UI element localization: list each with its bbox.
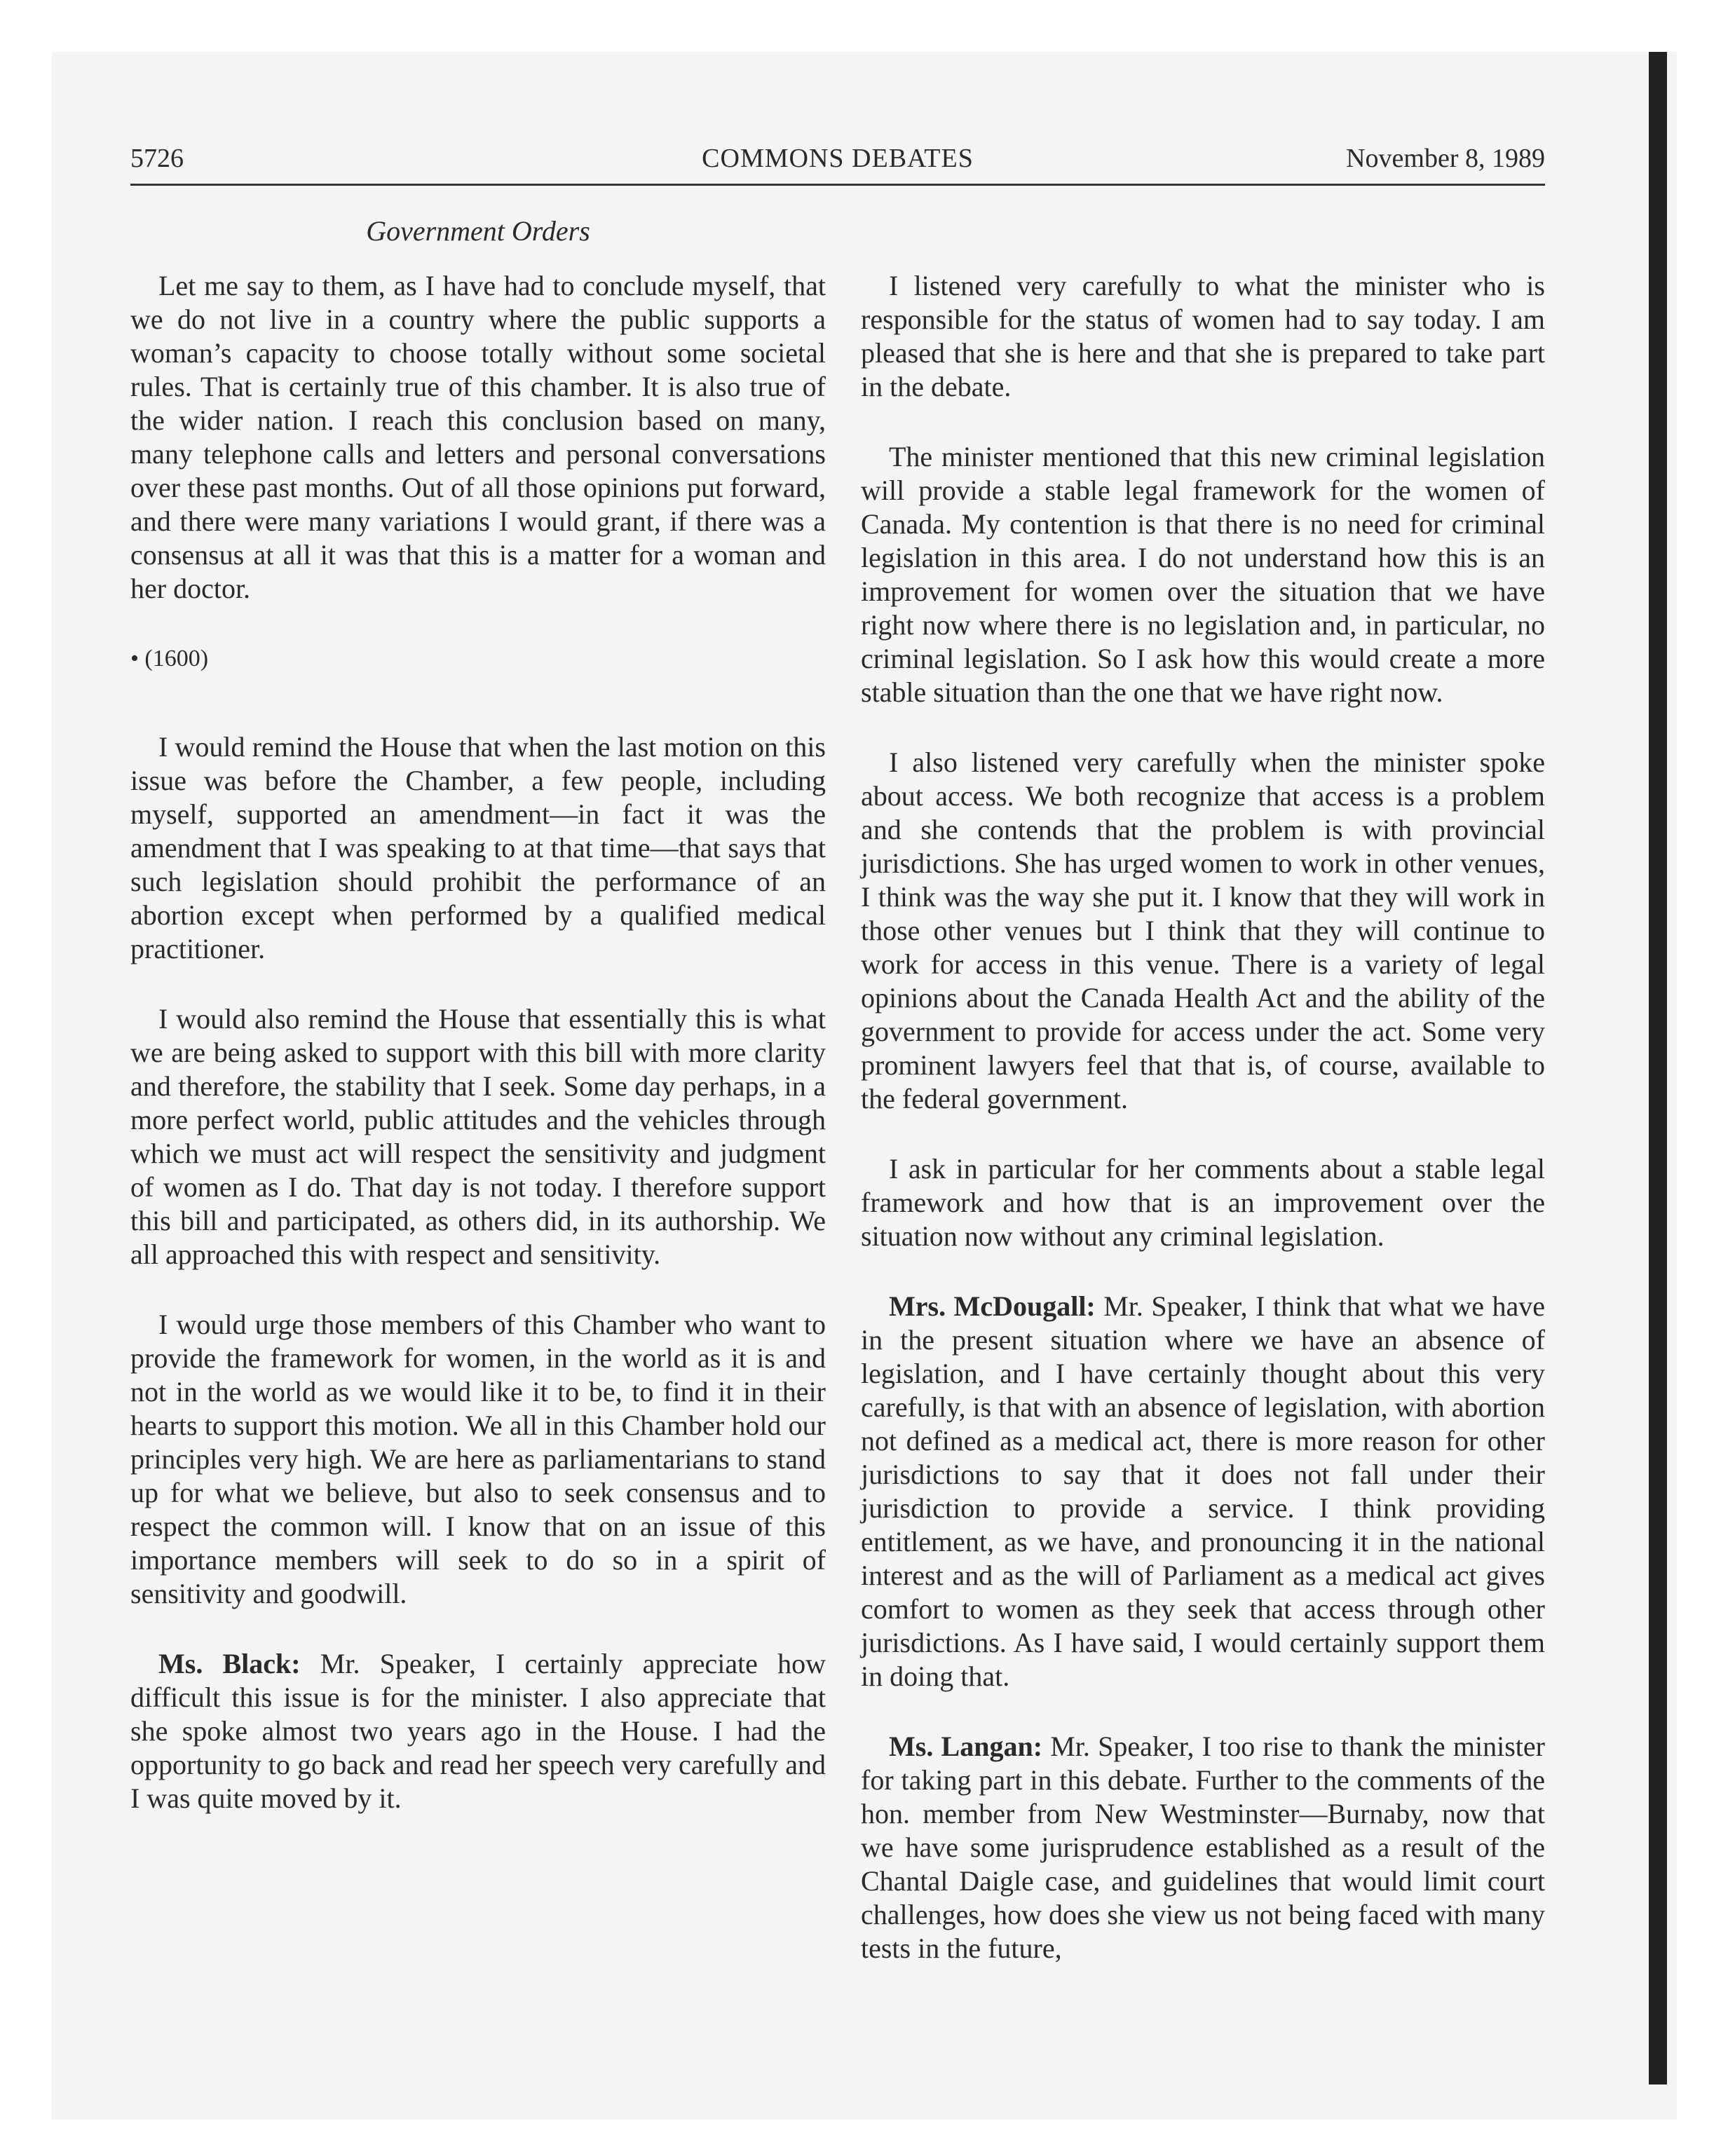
speaker-paragraph	[861, 1730, 1545, 1965]
publication-title: COMMONS DEBATES	[702, 144, 974, 173]
scan-edge-shadow	[1649, 52, 1667, 2085]
paragraph: I would urge those members of this Chamber who want to provide the framework for women, in the world as it is and not in the world as we would like it to be, to find it in their hearts to support this motion. We all in this Chamber hold our principles very high. We are here as parliamentarians to stand up for what we believe, but also to seek consensus and to respect the common will. I know that on an issue of this importance members will seek to do so in a spirit of sensitivity and goodwill.	[130, 1309, 826, 1609]
left-column	[130, 269, 826, 1852]
paragraph: I would remind the House that when the last motion on this issue was before the Chamber, a few people, including myself, supported an amendment—in fact it was the amendment that I was speaking to at that time—that says that such legislation should prohibit the performance of an abortion except when performed by a qualified medical practitioner.	[130, 731, 826, 964]
speaker-name: Mrs. McDougall:	[889, 1290, 1096, 1322]
speech-text: Mr. Speaker, I certainly appreciate how difficult this issue is for the minister. I also appreciate that she spoke almost two years ago in the House. I had the opportunity to go back and read her speech very carefully and I was quite moved by it.	[130, 1648, 826, 1814]
paragraph: I would also remind the House that essentially this is what we are being asked to support with this bill with more clarity and therefore, the stability that I seek. Some day perhaps, in a more perfect world, public attitudes and the vehicles through which we must act will respect the sensitivity and judgment of women as I do. That day is not today. I therefore support this bill and participated, as others did, in its authorship. We all approached this with respect and sensitivity.	[130, 1003, 826, 1270]
speaker-name: Ms. Langan:	[889, 1731, 1043, 1762]
speaker-name: Ms. Black:	[158, 1648, 301, 1679]
speech-text: Mr. Speaker, I think that what we have in the present situation where we have an absence of legislation, and I have certainly thought about this very carefully, is that with an absence of legislation, with abortion not defined as a medical act, there is more reason for other jurisdictions to say that it does not fall under their jurisdiction to provide a service. I think providing entitlement, as we have, and pronouncing it in the national interest and as the will of Parliament as a medical act gives comfort to women as they seek that access through other jurisdictions. As I have said, I would certainly support them in doing that.	[861, 1290, 1546, 1692]
paragraph: I also listened very carefully when the minister spoke about access. We both recognize that access is a problem and she contends that the problem is with provincial jurisdictions. She has urged women to work in other venues, I think was the way she put it. I know that they will work in those other venues but I think that they will continue to work for access in this venue. There is a variety of legal opinions about the Canada Health Act and the ability of the government to provide for access under the act. Some very prominent lawyers feel that that is, of course, available to the federal government.	[861, 746, 1545, 1114]
publication-date: November 8, 1989	[1346, 144, 1545, 173]
speaker-paragraph	[130, 1647, 826, 1815]
paragraph: Let me say to them, as I have had to conclude myself, that we do not live in a country where the public supports a woman’s capacity to choose totally without some societal rules. That is certainly true of this chamber. It is also true of the wider nation. I reach this conclusion based on many, many telephone calls and letters and personal conversations over these past months. Out of all those opinions put forward, and there were many variations I would grant, if there was a consensus at all it was that this is a matter for a woman and her doctor.	[130, 270, 826, 604]
running-header	[130, 140, 1545, 186]
page-number: 5726	[130, 144, 184, 173]
time-marker: • (1600)	[130, 646, 209, 671]
paragraph: The minister mentioned that this new criminal legislation will provide a stable legal framework for the women of Canada. My contention is that there is no need for criminal legislation in this area. I do not understand how this is an improvement for women over the situation that we have right now where there is no legislation and, in particular, no criminal legislation. So I ask how this would create a more stable situation than the one that we have right now.	[861, 441, 1545, 708]
section-heading: Government Orders	[366, 215, 590, 247]
speech-text: Mr. Speaker, I too rise to thank the minister for taking part in this debate. Further to the comments of the hon. member from New Westminster—Burnaby, now that we have some jurisprudence established as a result of the Chantal Daigle case, and guidelines that would limit court challenges, how does she view us not being faced with many tests in the future,	[861, 1731, 1545, 1964]
right-column	[861, 269, 1545, 2002]
paragraph: I listened very carefully to what the minister who is responsible for the status of women had to say today. I am pleased that she is here and that she is prepared to take part in the debate.	[861, 270, 1545, 402]
paragraph: I ask in particular for her comments about a stable legal framework and how that is an improvement over the situation now without any criminal legislation.	[861, 1153, 1545, 1252]
speaker-paragraph	[861, 1290, 1545, 1693]
